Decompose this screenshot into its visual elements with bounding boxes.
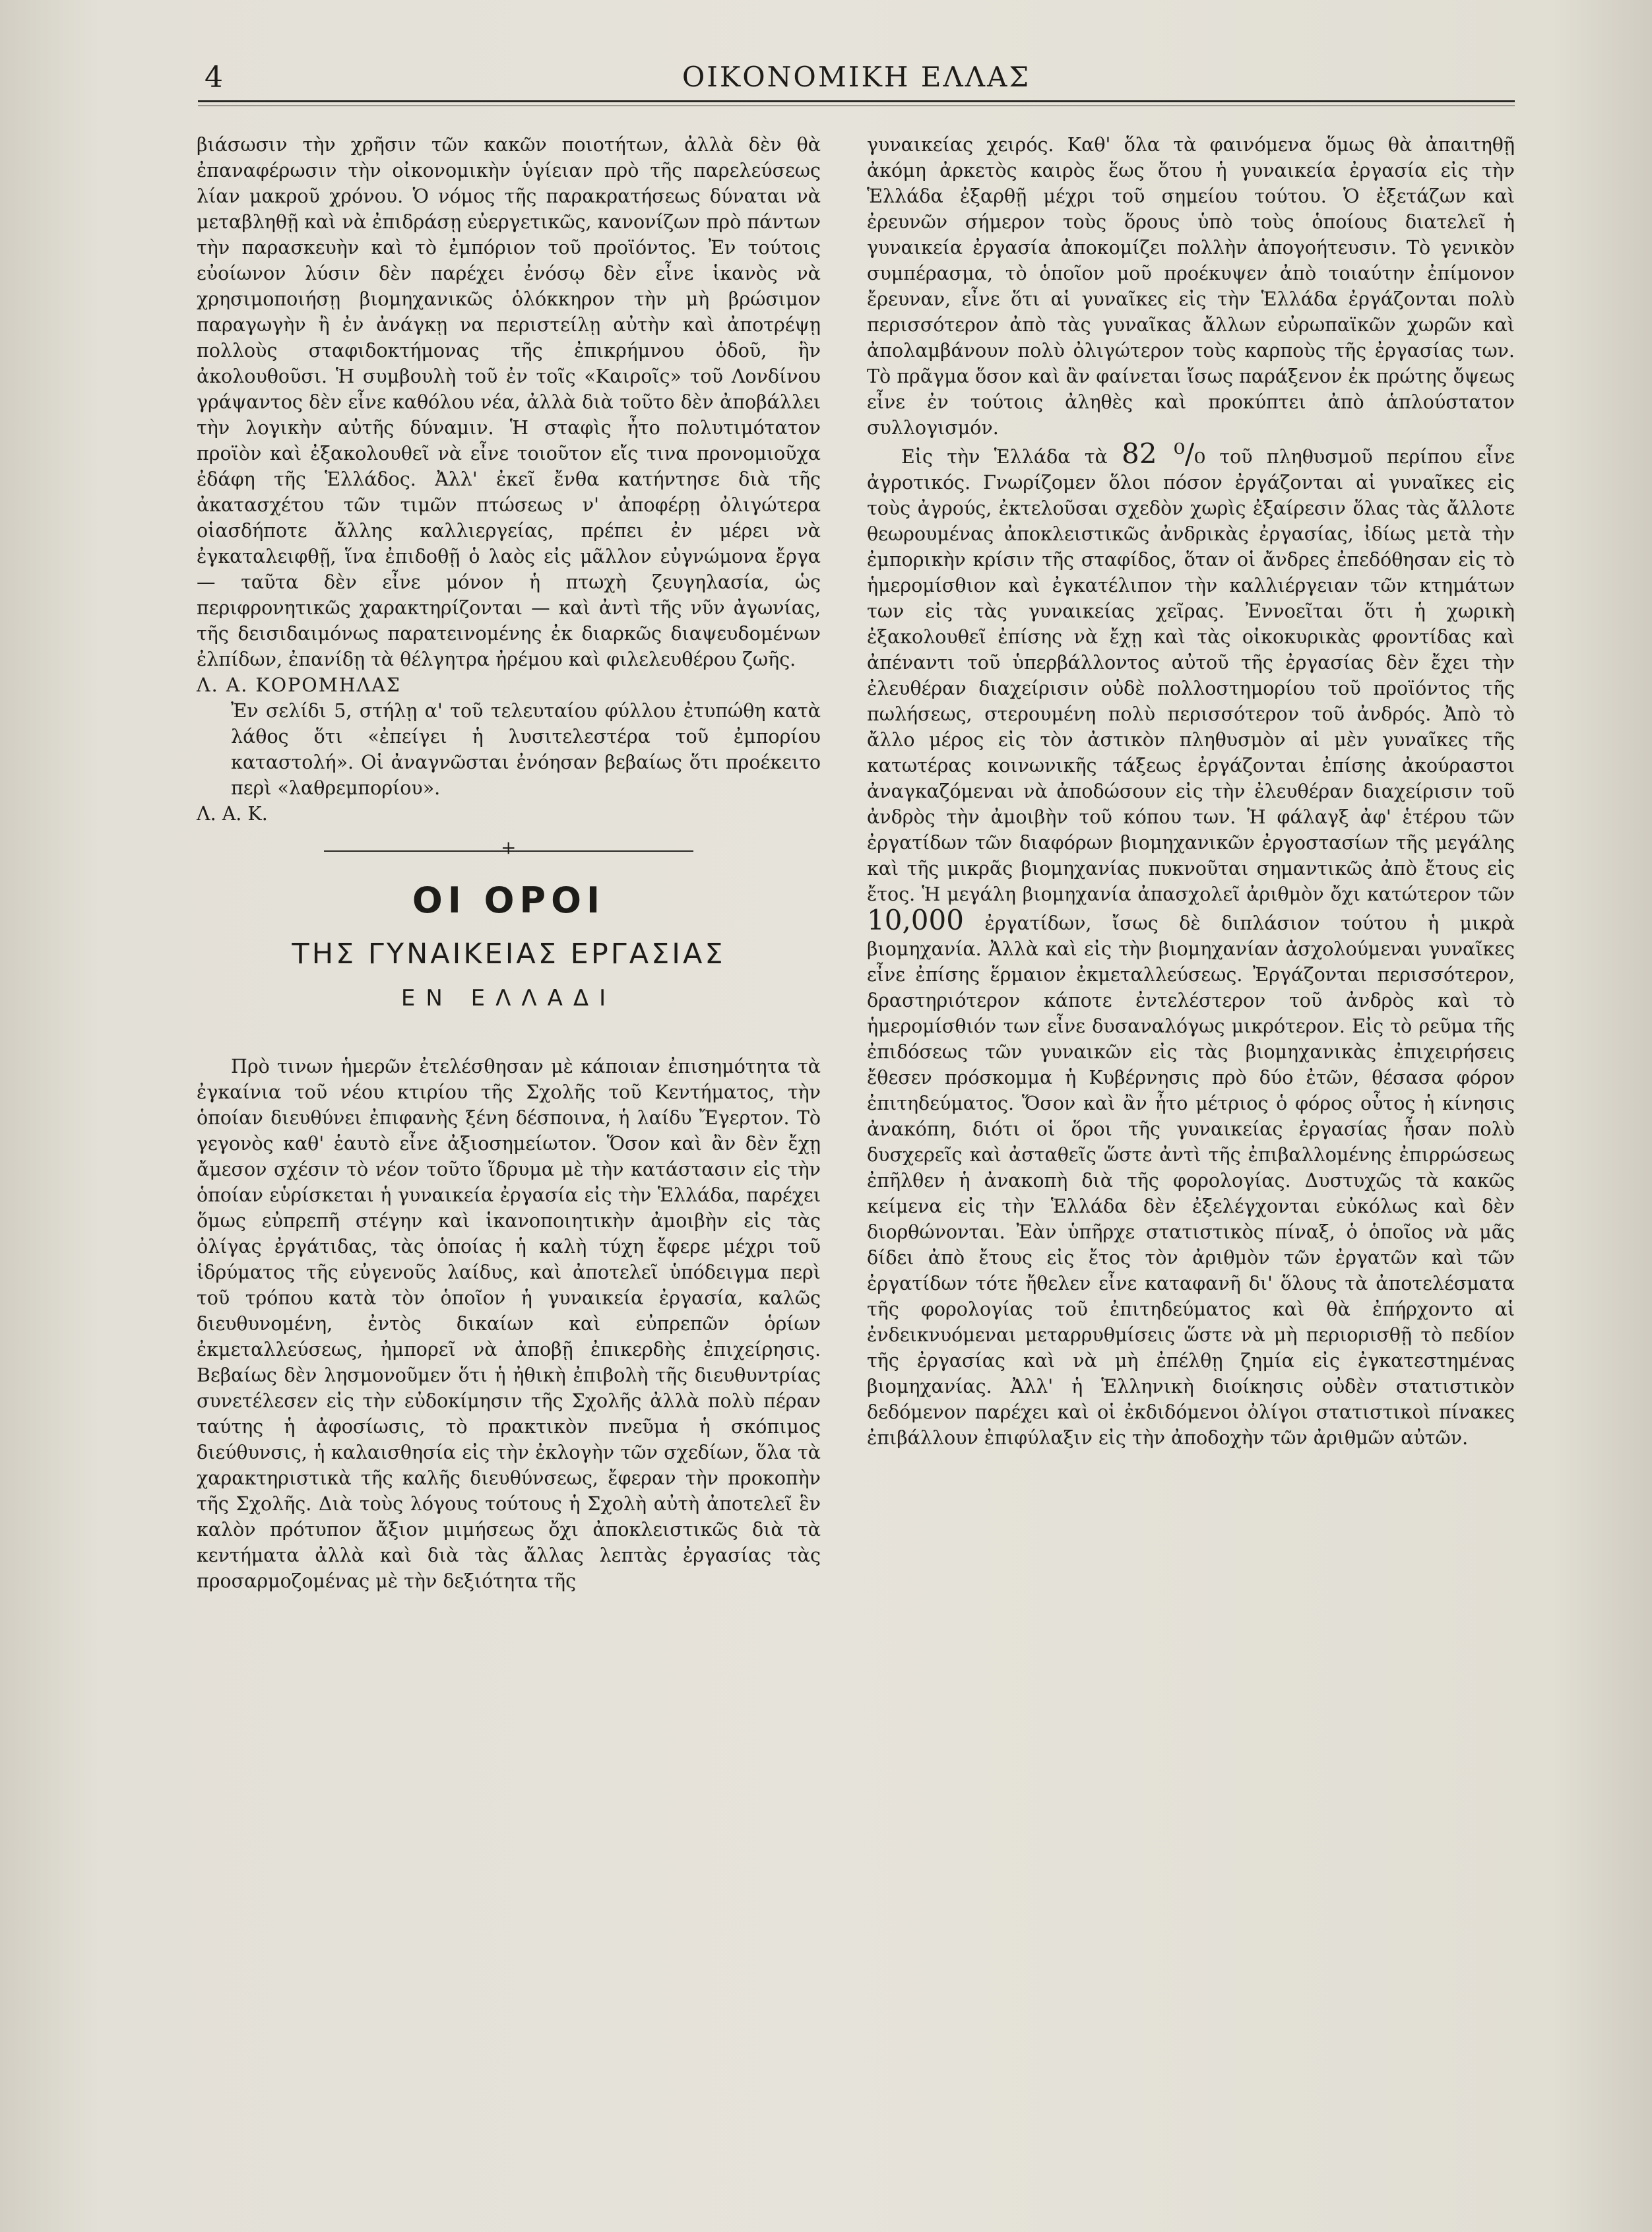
article-title: ΟΙ ΟΡΟΙ [412, 879, 606, 921]
article-body [197, 1054, 821, 1594]
right-column [867, 132, 1515, 1451]
erratum-signature: Λ. Α. Κ. [197, 803, 268, 825]
paragraph-text: τοῦ πληθυσμοῦ περίπου εἶνε ἀγροτικός. Γνωρίζομεν ὅλοι πόσον ἐργάζονται αἱ γυναῖκες εἰς τοὺς ἀγρούς, ἐκτελοῦσαι σχεδὸν χωρὶς ἐξαίρεσιν ὅλας τὰς ἄλλοτε θεωρουμένας ἀποκλειστικῶς ἀνδρικὰς ἐργασίας, ἰδίως μετὰ τὴν ἐμπορικὴν κρίσιν τῆς σταφίδος, ὅταν οἱ ἄνδρες ἐπεδόθησαν εἰς τὸ ἡμερομίσθιον καὶ ἐγκατέλιπον τὴν καλλιέργειαν τῶν κτημάτων των εἰς τὰς γυναικείας χεῖρας. Ἐννοεῖται ὅτι ἡ χωρικὴ ἐξακολουθεῖ ἐπίσης νὰ ἔχῃ καὶ τὰς οἰκοκυρικὰς φροντίδας καὶ ἀπέναντι τοῦ ὑπερβάλλοντος αὐτοῦ τῆς ἐργασίας δὲν ἔχει τὴν ἐλευθέραν διαχείρισιν οὐδὲ πολλοστημορίου τοῦ προϊόντος τῆς πωλήσεως, στερουμένη πολὺ περισσότερον τοῦ ἀνδρός. Ἀπὸ τὸ ἄλλο μέρος εἰς τὸν ἀστικὸν πληθυσμὸν αἱ μὲν γυναῖκες τῆς κατωτέρας κοινωνικῆς τάξεως ἐργάζονται ἐπίσης ἀκούραστοι ἀναγκαζόμεναι νὰ ἀποδώσουν εἰς τὴν ἐλευθέραν διαχείρισιν τοῦ ἀνδρὸς τὴν ἀμοιβὴν τοῦ κόπου των. Ἡ φάλαγξ ἀφ' ἑτέρου τῶν ἐργατίδων τῶν διαφόρων βιομηχανικῶν ἐργοστασίων τῆς μεγάλης καὶ τῆς μικρᾶς βιομηχανίας πυκνοῦται σημαντικῶς ἀπὸ ἔτους εἰς ἔτος. Ἡ μεγάλη βιομηχανία ἀπασχολεῖ ἀριθμὸν ὄχι κατώτερον τῶν [867, 446, 1515, 905]
population-percent: 82 ⁰/₀ [1122, 437, 1205, 470]
worker-count: 10,000 [867, 904, 964, 936]
page-header [198, 57, 1515, 103]
paragraph-text: ἐργατίδων, ἴσως δὲ διπλάσιον τούτου ἡ μικρὰ βιομηχανία. Ἀλλὰ καὶ εἰς τὴν βιομηχανίαν ἀσχολούμεναι γυναῖκες εἶνε ἐπίσης ἕρμαιον ἐκμεταλλεύσεως. Ἐργάζονται περισσότερον, δραστηριότερον κάποτε ἐντελέστερον τοῦ ἀνδρὸς καὶ τὸ ἡμερομίσθιόν των εἶνε δυσαναλόγως μικρότερον. Εἰς τὸ ρεῦμα τῆς ἐπιδόσεως τῶν γυναικῶν εἰς τὰς βιομηχανικὰς ἐπιχειρήσεις ἔθεσεν πρόσκομμα ἡ Κυβέρνησις πρὸ δύο ἐτῶν, θέσασα φόρον ἐπιτηδεύματος. Ὅσον καὶ ἂν ἦτο μέτριος ὁ φόρος οὗτος ἡ κίνησις ἀνακόπη, διότι οἱ ὅροι τῆς γυναικείας ἐργασίας ἦσαν πολὺ δυσχερεῖς καὶ ἀσταθεῖς ὥστε ἀντὶ τῆς ἐπιβαλλομένης ἐπιρρώσεως ἐπῆλθεν ἡ ἀνακοπὴ διὰ τῆς φορολογίας. Δυστυχῶς τὰ κακῶς κείμενα εἰς τὴν Ἑλλάδα δὲν ἐξελέγχονται εὐκόλως καὶ δὲν διορθώνονται. Ἐὰν ὑπῆρχε στατιστικὸς πίναξ, ὁ ὁποῖος νὰ μᾶς δίδει ἀπὸ ἔτους εἰς ἔτος τὸν ἀριθμὸν τῶν ἐργατῶν καὶ τῶν ἐργατίδων τότε ἤθελεν εἶνε καταφανῆ δι' ὅλους τὰ ἀποτελέσματα τῆς φορολογίας τοῦ ἐπιτηδεύματος καὶ θὰ ἐπήρχοντο αἱ ἐνδεικνυόμεναι μεταρρυθμίσεις ὥστε νὰ μὴ περιορισθῇ τὸ πεδίον τῆς ἐργασίας καὶ νὰ μὴ ἐπέλθῃ ζημία εἰς ἐγκατεστημένας βιομηχανίας. Ἀλλ' ἡ Ἑλληνικὴ διοίκησις οὐδὲν στατιστικὸν δεδόμενον παρέχει καὶ οἱ ἐκδιδόμενοι ὀλίγοι στατιστικοὶ πίνακες ἐπιβάλλουν ἐπιφύλαξιν εἰς τὴν ἀποδοχὴν τῶν ἀριθμῶν αὐτῶν. [867, 912, 1515, 1449]
article-paragraph: Πρὸ τινων ἡμερῶν ἐτελέσθησαν μὲ κάποιαν ἐπισημότητα τὰ ἐγκαίνια τοῦ νέου κτιρίου τῆς Σχολῆς τοῦ Κεντήματος, τὴν ὁποίαν διευθύνει ἐπιφανὴς ξένη δέσποινα, ἡ λαίδυ Ἔγερτον. Τὸ γεγονὸς καθ' ἑαυτὸ εἶνε ἀξιοσημείωτον. Ὅσον καὶ ἂν δὲν ἔχῃ ἄμεσον σχέσιν τὸ νέον τοῦτο ἵδρυμα μὲ τὴν κατάστασιν εἰς τὴν ὁποίαν εὑρίσκεται ἡ γυναικεία ἐργασία εἰς τὴν Ἑλλάδα, παρέχει ὅμως εὐπρεπῆ στέγην καὶ ἱκανοποιητικὴν ἀμοιβὴν εἰς τὰς ὀλίγας ἐργάτιδας, τὰς ὁποίας ἡ καλὴ τύχη ἔφερε μέχρι τοῦ ἱδρύματος τῆς εὐγενοῦς λαίδυς, καὶ ἀποτελεῖ ὑπόδειγμα περὶ τοῦ τρόπου κατὰ τὸν ὁποῖον ἡ γυναικεία ἐργασία, καλῶς διευθυνομένη, ἐντὸς δικαίων καὶ εὐπρεπῶν ὁρίων ἐκμεταλλεύσεως, ἠμπορεῖ νὰ ἀποβῇ ἐπικερδὴς ἐπιχείρησις. Βεβαίως δὲν λησμονοῦμεν ὅτι ἡ ἠθικὴ ἐπιβολὴ τῆς διευθυντρίας συνετέλεσεν εἰς τὴν εὐδοκίμησιν τῆς Σχολῆς ἀλλὰ πολὺ πέραν ταύτης ἡ ἀφοσίωσις, τὸ πρακτικὸν πνεῦμα ἡ σκόπιμος διεύθυνσις, ἡ καλαισθησία εἰς τὴν ἐκλογὴν τῶν σχεδίων, ὅλα τὰ χαρακτηριστικὰ τῆς καλῆς διευθύνσεως, ἔφεραν τὴν προκοπὴν τῆς Σχολῆς. Διὰ τοὺς λόγους τούτους ἡ Σχολὴ αὐτὴ ἀποτελεῖ ἓν καλὸν πρότυπον ἄξιον μιμήσεως ὄχι ἀποκλειστικῶς διὰ τὰ κεντήματα ἀλλὰ καὶ διὰ τὰς ἄλλας λεπτὰς ἐργασίας τὰς προσαρμοζομένας μὲ τὴν δεξιότητα τῆς [197, 1056, 821, 1592]
erratum-note: Ἐν σελίδι 5, στήλῃ α' τοῦ τελευταίου φύλλου ἐτυπώθη κατὰ λάθος ὅτι «ἐπείγει ἡ λυσιτελεστέρα τοῦ ἐμπορίου καταστολή». Οἱ ἀναγνῶσται ἐνόησαν βεβαίως ὅτι προέκειτο περὶ «λαθρεμπορίου». [231, 700, 821, 799]
article-continuation: γυναικείας χειρός. Καθ' ὅλα τὰ φαινόμενα ὅμως θὰ ἀπαιτηθῇ ἀκόμη ἀρκετὸς καιρὸς ἕως ὅτου ἡ γυναικεία ἐργασία εἰς τὴν Ἑλλάδα ἐξαρθῇ μέχρι τοῦ σημείου τούτου. Ὁ ἐξετάζων καὶ ἐρευνῶν σήμερον τοὺς ὅρους ὑπὸ τοὺς ὁποίους διατελεῖ ἡ γυναικεία ἐργασία ἀποκομίζει πολλὴν ἀπογοήτευσιν. Τὸ γενικὸν συμπέρασμα, τὸ ὁποῖον μοῦ προέκυψεν ἀπὸ τοιαύτην ἐπίμονον ἔρευναν, εἶνε ὅτι αἱ γυναῖκες εἰς τὴν Ἑλλάδα ἐργάζονται πολὺ περισσότερον ἀπὸ τὰς γυναῖκας ἄλλων εὐρωπαϊκῶν χωρῶν καὶ ἀπολαμβάνουν πολὺ ὀλιγώτερον τοὺς καρποὺς τῆς ἐργασίας των. Τὸ πρᾶγμα ὅσον καὶ ἂν φαίνεται ἴσως παράξενον ἐκ πρώτης ὄψεως εἶνε ἐν τούτοις ἀληθὲς καὶ προκύπτει ἀπὸ ἁπλούστατον συλλογισμόν. [867, 134, 1515, 439]
separator-ornament: + [501, 837, 517, 858]
journal-title: ΟΙΚΟΝΟΜΙΚΗ ΕΛΛΑΣ [682, 61, 1031, 93]
paragraph-text: Εἰς τὴν Ἑλλάδα τὰ [901, 446, 1108, 468]
article-subtitle: ΤΗΣ ΓΥΝΑΙΚΕΙΑΣ ΕΡΓΑΣΙΑΣ [292, 938, 726, 971]
article-paragraph-statistics [867, 437, 1515, 1451]
section-separator [324, 837, 693, 858]
continued-paragraph: βιάσωσιν τὴν χρῆσιν τῶν κακῶν ποιοτήτων, ἀλλὰ δὲν θὰ ἐπαναφέρωσιν τὴν οἰκονομικὴν ὑγίειαν πρὸ τῆς παρελεύσεως λίαν μακροῦ χρόνου. Ὁ νόμος τῆς παρακρατήσεως δύναται νὰ μεταβληθῇ καὶ νὰ ἐπιδράσῃ εὐεργετικῶς, κανονίζων πρὸ πάντων τὴν παρασκευὴν καὶ τὸ ἐμπόριον τοῦ προϊόντος. Ἐν τούτοις εὐοίωνον λύσιν δὲν παρέχει ἐνόσῳ δὲν εἶνε ἱκανὸς νὰ χρησιμοποιήσῃ βιομηχανικῶς ὁλόκκηρον τὴν μὴ βρώσιμον παραγωγὴν ἢ ἐν ἀνάγκῃ να περιστείλῃ αὐτὴν καὶ ἀποτρέψῃ πολλοὺς σταφιδοκτήμονας τῆς ἐπικρήμνου ὁδοῦ, ἣν ἀκολουθοῦσι. Ἡ συμβουλὴ τοῦ ἐν τοῖς «Καιροῖς» τοῦ Λονδίνου γράψαντος δὲν εἶνε καθόλου νέα, ἀλλὰ διὰ τοῦτο δὲν ἀποβάλλει τὴν λογικὴν αὐτῆς δύναμιν. Ἡ σταφὶς ἦτο πολυτιμότατον προϊὸν καὶ ἐξακολουθεῖ νὰ εἶνε τοιοῦτον εἴς τινα προνομιοῦχα ἐδάφη τῆς Ἑλλάδος. Ἀλλ' ἐκεῖ ἔνθα κατήντησε διὰ τῆς ἀκατασχέτου τῶν τιμῶν πτώσεως ν' ἀποφέρῃ ὀλιγώτερα οἱασδήποτε ἄλλης καλλιεργείας, πρέπει ἐν μέρει νὰ ἐγκαταλειφθῇ, ἵνα ἐπιδοθῇ ὁ λαὸς εἰς μᾶλλον εὐγνώμονα ἔργα — ταῦτα δὲν εἶνε μόνον ἡ πτωχὴ ζευγηλασία, ὡς περιφρονητικῶς χαρακτηρίζονται — καὶ ἀντὶ τῆς νῦν ἀγωνίας, τῆς δεισιδαιμόνως παρατεινομένης ἐκ διαρκῶς διαψευδομένων ἐλπίδων, ἐπανίδῃ τὰ θέλγητρα ἠρέμου καὶ φιλελευθέρου ζωῆς. [197, 134, 821, 670]
author-signature: Λ. Α. ΚΟΡΟΜΗΛΑΣ [197, 674, 401, 696]
article-subtitle-place: ΕΝ ΕΛΛΑΔΙ [400, 985, 617, 1011]
left-column [197, 132, 821, 1594]
header-rule [198, 100, 1515, 102]
page-number: 4 [205, 61, 223, 94]
